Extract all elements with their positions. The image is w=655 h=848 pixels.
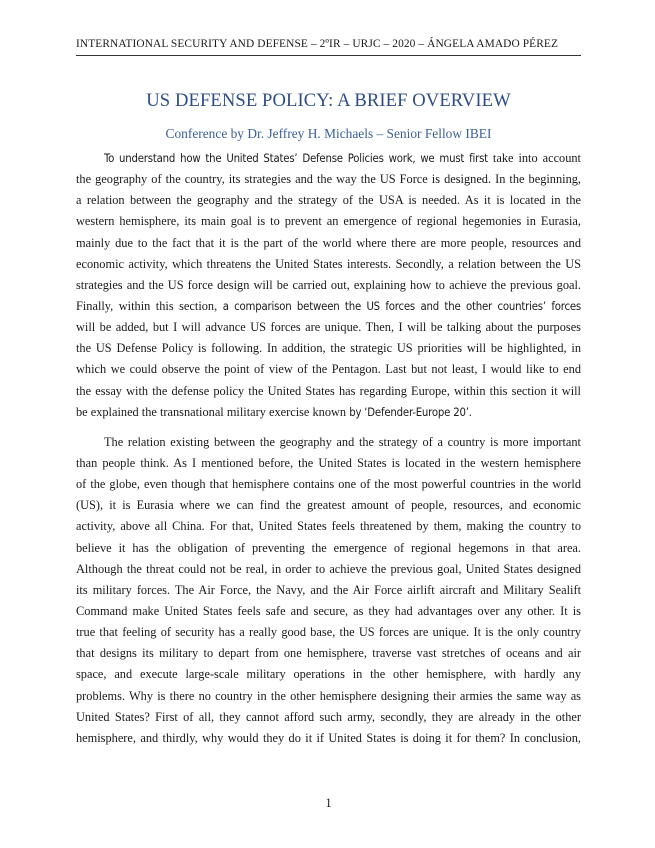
text-line: Although the threat could not be real, in order to achieve the previous goal, United States designed [76,561,581,576]
text-run: Finally, within this section, [76,298,223,313]
text-line: problems. Why is there no country in the other hemisphere designing their armies the same way as [76,688,581,703]
text-line [76,296,581,317]
text-line: Command make United States feels safe and secure, as they had advantages over any other. It is [76,603,581,618]
page-title: US DEFENSE POLICY: A BRIEF OVERVIEW [146,90,511,111]
text-line [76,402,581,423]
text-line: strategies and the US force design will be carried out, explaining how to achieve the previous goal. [76,277,581,292]
text-line: the US Defense Policy is following. In addition, the strategic US priorities will be highlighted, in [76,341,581,356]
text-line: which we could observe the point of view of the Pentagon. Last but not least, I would like to end [76,362,581,377]
text-line: that designs its military to depart from one hemisphere, traverse vast stretches of oceans and air [76,646,581,661]
paragraph-gap [76,423,581,432]
paragraph-geography-strategy [76,432,581,749]
text-line: true that feeling of security has a really good base, the US forces are unique. It is the only country [76,625,581,640]
text-line: economic activity, which threatens the United States interests. Secondly, a relation between the US [76,256,581,271]
text-run-sans: a comparison between the US forces and the other countries’ forces [222,299,581,313]
text-line: its military forces. The Air Force, the Navy, and the Air Force airlift aircraft and Military Sealift [76,582,581,597]
text-run-sans: To understand how the United States’ Defense Policies work, we must first [104,152,488,165]
text-line: The relation existing between the geography and the strategy of a country is more important [104,434,581,449]
text-line: western hemisphere, its main goal is to prevent an emergence of regional hegemonies in Eurasia, [76,214,581,229]
text-line: (US), it is Eurasia where we can find the greatest amount of people, resources, and economic [76,498,581,513]
text-line: of the globe, even though that hemisphere contains one of the most powerful countries in the world [76,477,581,492]
body-text [76,148,581,749]
text-run: . [468,404,472,419]
text-line: than people think. As I mentioned before, the United States is located in the western hemisphere [76,455,581,470]
text-line: a relation between the geography and the strategy of the USA is needed. As it is located in the [76,193,581,208]
text-line: mainly due to the fact that it is the part of the world where there are more people, resources and [76,235,581,250]
header-divider [76,55,581,56]
text-line: space, and execute large-scale military operations in the other hemisphere, with hardly any [76,667,581,682]
text-run-sans: by ‘Defender-Europe 20’ [349,405,469,419]
text-line: activity, above all China. For that, United States feels threatened by them, making the country to [76,519,581,534]
text-line: the geography of the country, its strategies and the way the US Force is designed. In the beginning, [76,172,581,187]
text-line: the essay with the defense policy the United States has regarding Europe, within this section it will [76,383,581,398]
text-line: hemisphere, and thirdly, why would they do it if United States is doing it for them? In conclusion, [76,730,581,745]
running-header: INTERNATIONAL SECURITY AND DEFENSE – 2ºIR – URJC – 2020 – ÁNGELA AMADO PÉREZ [76,38,559,50]
text-run: take into account [487,151,581,165]
paragraph-intro [76,148,581,423]
text-line: will be added, but I will advance US forces are unique. Then, I will be talking about the purposes [76,320,581,335]
text-line: believe it has the obligation of preventing the emergence of regional hegemons in that area. [76,540,581,555]
page-subtitle: Conference by Dr. Jeffrey H. Michaels – Senior Fellow IBEI [165,126,492,141]
text-line [76,148,581,169]
page-number: 1 [325,796,332,810]
text-run: be explained the transnational military exercise known [76,404,350,419]
text-line: United States? First of all, they cannot afford such army, secondly, they are already in the other [76,709,581,724]
